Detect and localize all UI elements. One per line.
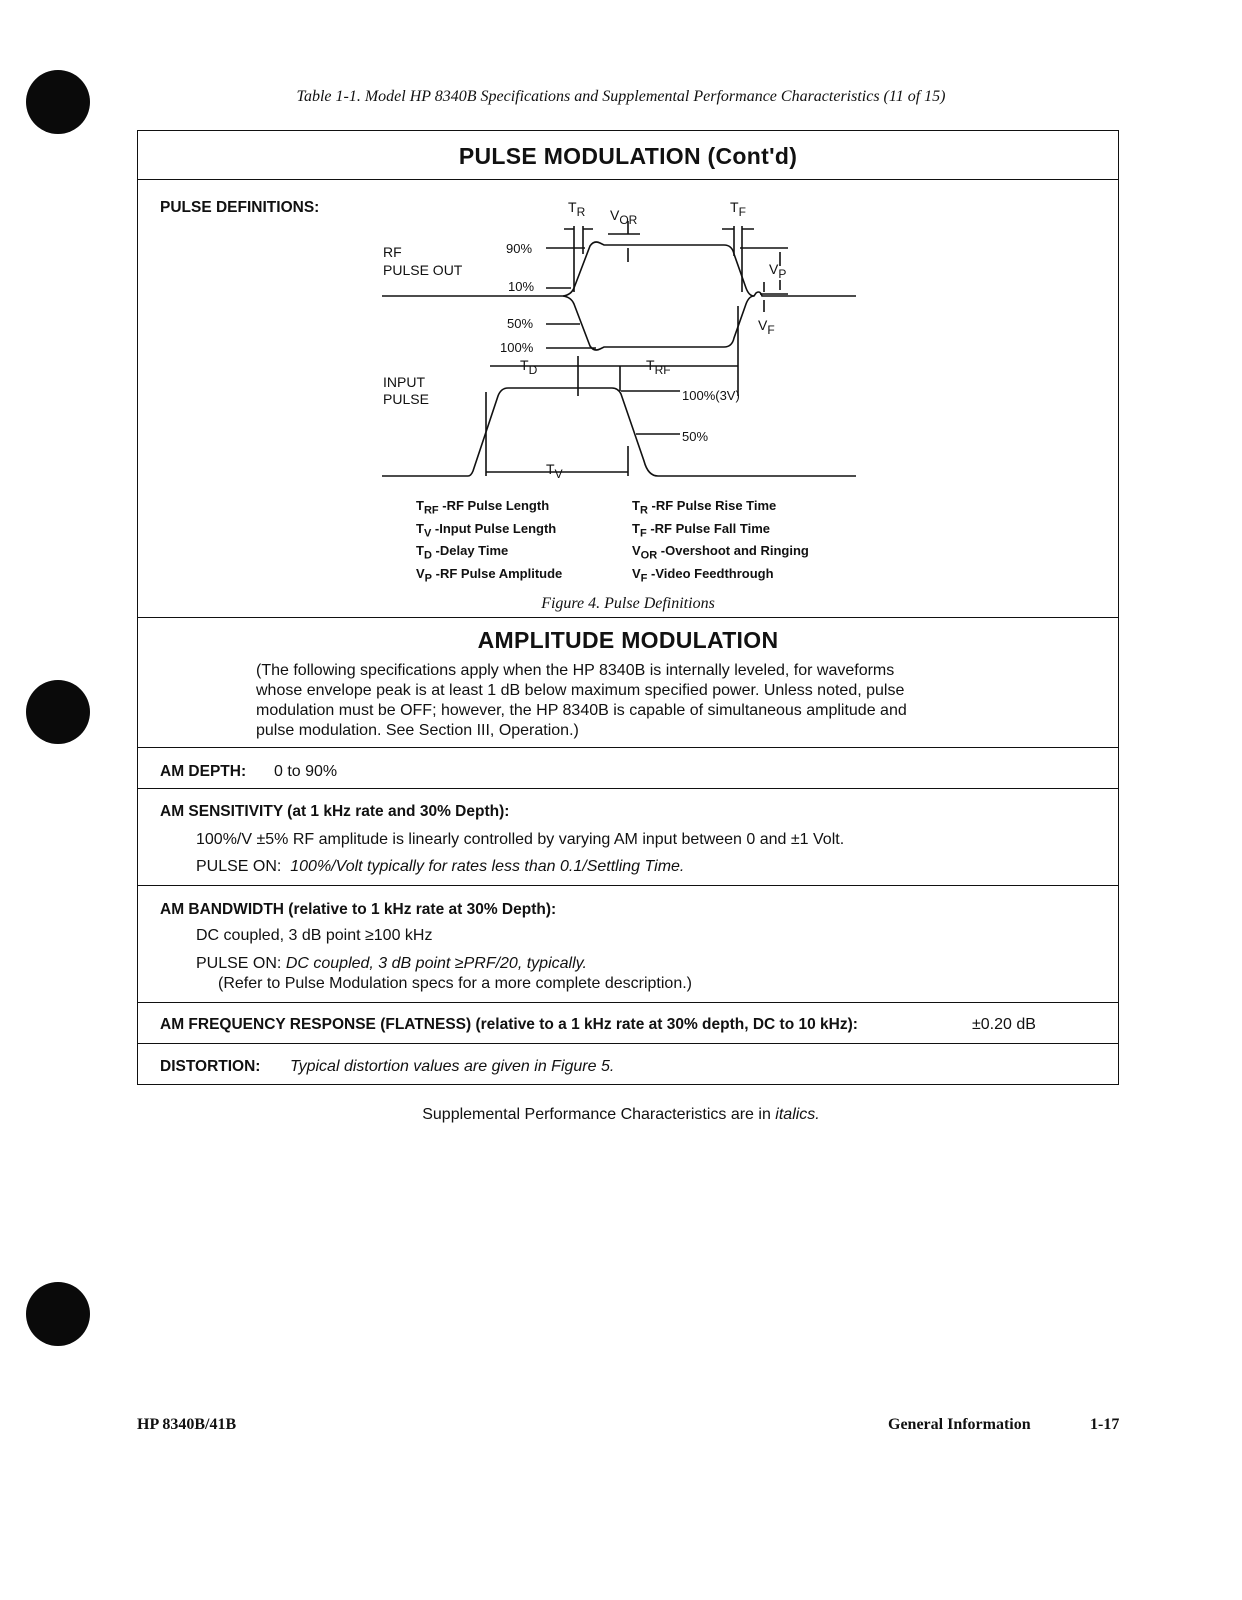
figure-caption: Figure 4. Pulse Definitions: [541, 595, 715, 612]
pulse-on-italic: 100%/Volt typically for rates less than 0.1/Settling Time.: [290, 858, 685, 875]
legend-item: $T_D$ -Delay Time: [416, 543, 509, 562]
pulse-on-prefix: PULSE ON:: [196, 858, 282, 875]
am-bandwidth-label: AM BANDWIDTH (relative to 1 kHz rate at 30% Depth):: [160, 901, 557, 918]
legend-item: $V_F$ -Video Feedthrough: [632, 565, 774, 585]
pulse-modulation-heading: PULSE MODULATION (Cont'd): [458, 143, 798, 169]
input-pulse-waveform: [382, 388, 856, 476]
legend-item: $V_{OR}$ -Overshoot and Ringing: [632, 543, 809, 562]
input-label-line-2: PULSE: [383, 391, 429, 407]
am-intro-line: whose envelope peak is at least 1 dB below maximum specified power. Unless noted, pulse: [256, 682, 905, 699]
footer-section: General Information: [888, 1416, 1031, 1433]
am-bandwidth-line-2: [196, 955, 587, 973]
tv-symbol: $T_V$: [546, 461, 563, 481]
input-label-line-1: INPUT: [383, 374, 425, 390]
am-bandwidth-line-3: (Refer to Pulse Modulation specs for a more complete description.): [218, 975, 692, 992]
pulse-on-prefix: PULSE ON:: [196, 955, 282, 972]
pct-10-label: 10%: [508, 279, 535, 294]
amplitude-modulation-heading: AMPLITUDE MODULATION: [477, 627, 779, 653]
binder-hole-bottom: [26, 1282, 90, 1346]
pulse-on-italic: DC coupled, 3 dB point ≥PRF/20, typically.: [285, 955, 587, 972]
am-intro-line: pulse modulation. See Section III, Operation.): [256, 722, 579, 739]
legend-item: $T_R$ -RF Pulse Rise Time: [632, 498, 777, 517]
footer-model: HP 8340B/41B: [137, 1416, 237, 1433]
pct-50-rf-label: 50%: [507, 316, 534, 331]
footer-page-number: 1-17: [1090, 1416, 1120, 1433]
divider: [138, 179, 1118, 180]
divider: [138, 1043, 1118, 1044]
binder-hole-middle: [26, 680, 90, 744]
rf-envelope-lower: [563, 296, 754, 350]
vf-symbol: $V_F$: [758, 317, 775, 337]
pct-100-3v-label: 100%(3V): [682, 388, 740, 403]
legend-item: $T_F$ -RF Pulse Fall Time: [632, 520, 770, 540]
am-intro-paragraph: [256, 661, 1016, 741]
legend-item: $V_P$ -RF Pulse Amplitude: [416, 565, 563, 585]
distortion-value: Typical distortion values are given in Figure 5.: [290, 1058, 615, 1075]
am-intro-line: (The following specifications apply when the HP 8340B is internally leveled, for waveforms: [256, 662, 895, 679]
footer-note-text: Supplemental Performance Characteristics are in: [422, 1106, 771, 1123]
rf-label-line-1: RF: [383, 244, 402, 260]
am-sensitivity-line-1: 100%/V ±5% RF amplitude is linearly controlled by varying AM input between 0 and ±1 Volt.: [196, 831, 845, 848]
footer-note-italic: italics.: [775, 1106, 820, 1123]
spec-table: [137, 130, 1119, 1085]
am-frequency-response-value: ±0.20 dB: [972, 1016, 1036, 1033]
am-depth-label: AM DEPTH:: [160, 763, 247, 780]
distortion-label: DISTORTION:: [160, 1058, 261, 1075]
legend-item: $T_{RF}$ -RF Pulse Length: [416, 498, 550, 517]
table-caption: Table 1-1. Model HP 8340B Specifications and Supplemental Performance Characteristics (11 of 15): [296, 88, 946, 105]
divider: [138, 885, 1118, 886]
legend-item: $T_V$ -Input Pulse Length: [416, 520, 557, 540]
pct-90-label: 90%: [506, 241, 533, 256]
pct-50-input-label: 50%: [682, 429, 709, 444]
vor-symbol: $V_{OR}$: [610, 207, 638, 227]
footer-note: [0, 1106, 1242, 1124]
pct-100-rf-label: 100%: [500, 340, 534, 355]
tr-symbol: $T_R$: [568, 199, 586, 219]
divider: [138, 1002, 1118, 1003]
td-symbol: $T_D$: [520, 357, 538, 377]
divider: [138, 617, 1118, 618]
tf-symbol: $T_F$: [730, 199, 746, 219]
am-bandwidth-line-1: DC coupled, 3 dB point ≥100 kHz: [196, 927, 433, 944]
am-sensitivity-label: AM SENSITIVITY (at 1 kHz rate and 30% Depth):: [160, 803, 510, 820]
am-intro-line: modulation must be OFF; however, the HP 8340B is capable of simultaneous amplitude and: [256, 702, 907, 719]
am-sensitivity-line-2: [196, 858, 684, 876]
pulse-definitions-diagram: [368, 196, 888, 501]
vp-symbol: $V_P$: [769, 261, 787, 281]
pulse-definitions-label: PULSE DEFINITIONS:: [160, 199, 320, 216]
am-depth-value: 0 to 90%: [274, 763, 338, 780]
divider: [138, 788, 1118, 789]
am-frequency-response-label: AM FREQUENCY RESPONSE (FLATNESS) (relative to a 1 kHz rate at 30% depth, DC to 10 kHz):: [160, 1016, 858, 1033]
rf-label-line-2: PULSE OUT: [383, 262, 463, 278]
divider: [138, 747, 1118, 748]
legend-left: [416, 497, 562, 587]
legend-right: [632, 497, 809, 587]
trf-symbol: $T_{RF}$: [646, 357, 671, 377]
